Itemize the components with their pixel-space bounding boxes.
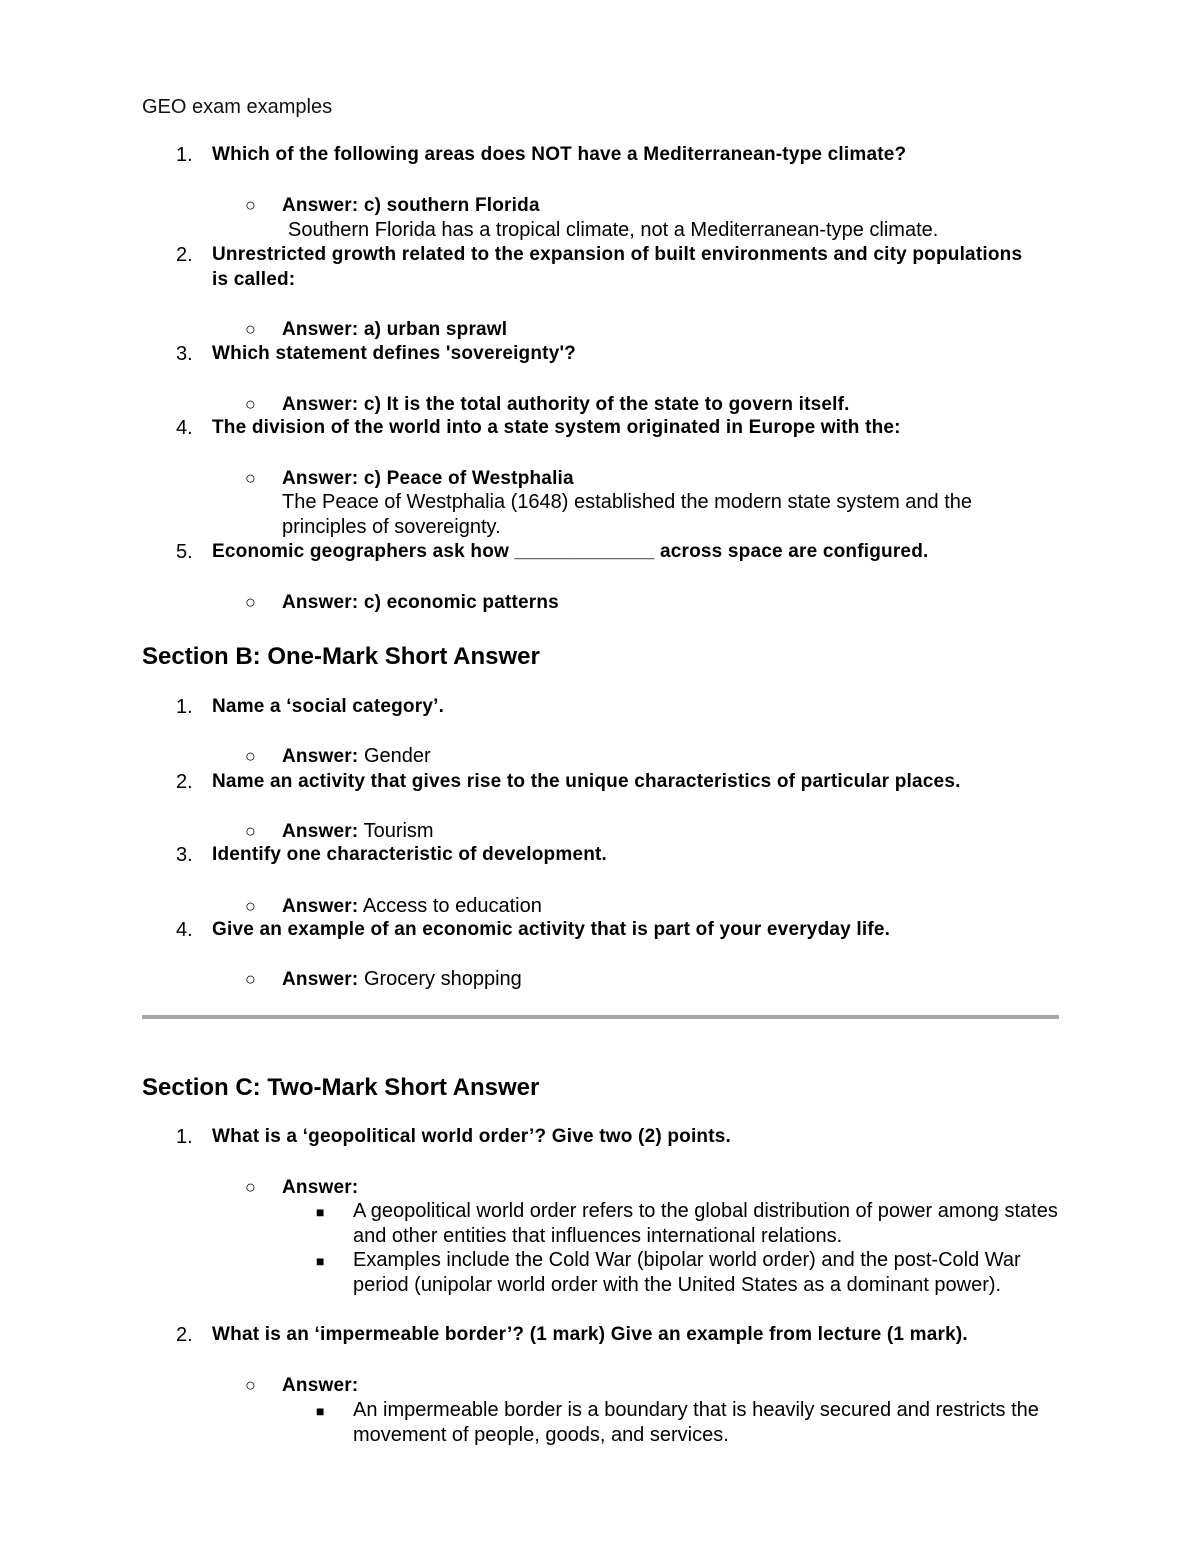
answer-label: Answer: xyxy=(282,746,359,767)
question-text: Economic geographers ask how _____________ across space are configured. xyxy=(212,541,929,562)
question-text: What is a ‘geopolitical world order’? Give two (2) points. xyxy=(212,1126,732,1147)
answer-value: Access to education xyxy=(362,895,542,917)
answer-text: Answer: a) urban sprawl xyxy=(282,319,508,340)
answer-label: Answer: xyxy=(282,821,359,842)
circle-bullet-icon: ○ xyxy=(245,746,256,766)
circle-bullet-icon: ○ xyxy=(245,1375,256,1395)
question-number: 2. xyxy=(176,771,193,793)
question-number: 1. xyxy=(176,696,193,718)
question-text: Name a ‘social category’. xyxy=(212,696,445,717)
answer-label: Answer: xyxy=(282,969,359,990)
question-number: 5. xyxy=(176,541,193,563)
question-number: 2. xyxy=(176,244,193,266)
circle-bullet-icon: ○ xyxy=(245,821,256,841)
circle-bullet-icon: ○ xyxy=(245,592,256,612)
question-number: 4. xyxy=(176,417,193,439)
question-number: 2. xyxy=(176,1324,193,1346)
answer-text: Answer: c) Peace of Westphalia xyxy=(282,468,574,489)
question-number: 3. xyxy=(176,343,193,365)
circle-bullet-icon: ○ xyxy=(245,319,256,339)
question-text: The division of the world into a state system originated in Europe with the: xyxy=(212,417,901,438)
question-text: Give an example of an economic activity that is part of your everyday life. xyxy=(212,919,891,940)
answer-point: An impermeable border is a boundary that is heavily secured and restricts the movement of people, goods, and services. xyxy=(353,1399,1039,1446)
answer-point: A geopolitical world order refers to the global distribution of power among states and other entities that influences international relations. xyxy=(353,1200,1058,1247)
answer-value: Tourism xyxy=(363,820,434,842)
answer-point: Examples include the Cold War (bipolar world order) and the post-Cold War period (unipolar world order with the United States as a dominant power). xyxy=(353,1249,1021,1296)
circle-bullet-icon: ○ xyxy=(245,969,256,989)
section-b-heading: Section B: One-Mark Short Answer xyxy=(142,643,540,670)
question-text: Which of the following areas does NOT have a Mediterranean-type climate? xyxy=(212,144,907,165)
answer-label: Answer: xyxy=(282,1375,359,1396)
question-number: 1. xyxy=(176,144,193,166)
question-text: Name an activity that gives rise to the unique characteristics of particular places. xyxy=(212,771,961,792)
circle-bullet-icon: ○ xyxy=(245,195,256,215)
section-c-heading: Section C: Two-Mark Short Answer xyxy=(142,1074,540,1101)
answer-text: Answer: c) economic patterns xyxy=(282,592,559,613)
circle-bullet-icon: ○ xyxy=(245,468,256,488)
answer-text: Answer: c) It is the total authority of the state to govern itself. xyxy=(282,394,850,415)
answer-explanation: The Peace of Westphalia (1648) established the modern state system and the principles of sovereignty. xyxy=(282,491,973,538)
answer-value: Gender xyxy=(363,745,431,767)
square-bullet-icon: ■ xyxy=(316,1253,325,1269)
answer-explanation: Southern Florida has a tropical climate, not a Mediterranean-type climate. xyxy=(288,219,939,241)
circle-bullet-icon: ○ xyxy=(245,896,256,916)
answer-label: Answer: xyxy=(282,896,359,917)
answer-value: Grocery shopping xyxy=(363,968,522,990)
square-bullet-icon: ■ xyxy=(316,1204,325,1220)
horizontal-divider xyxy=(142,1015,1059,1019)
question-text: Identify one characteristic of development. xyxy=(212,844,608,865)
answer-label: Answer: xyxy=(282,1177,359,1198)
document-title: GEO exam examples xyxy=(142,96,333,118)
question-text: What is an ‘impermeable border’? (1 mark) Give an example from lecture (1 mark). xyxy=(212,1324,968,1345)
circle-bullet-icon: ○ xyxy=(245,1177,256,1197)
question-text: Unrestricted growth related to the expansion of built environments and city populations is called: xyxy=(212,244,1023,290)
question-number: 1. xyxy=(176,1126,193,1148)
answer-text: Answer: c) southern Florida xyxy=(282,195,540,216)
question-number: 4. xyxy=(176,919,193,941)
question-text: Which statement defines 'sovereignty'? xyxy=(212,343,576,364)
circle-bullet-icon: ○ xyxy=(245,394,256,414)
square-bullet-icon: ■ xyxy=(316,1403,325,1419)
question-number: 3. xyxy=(176,844,193,866)
